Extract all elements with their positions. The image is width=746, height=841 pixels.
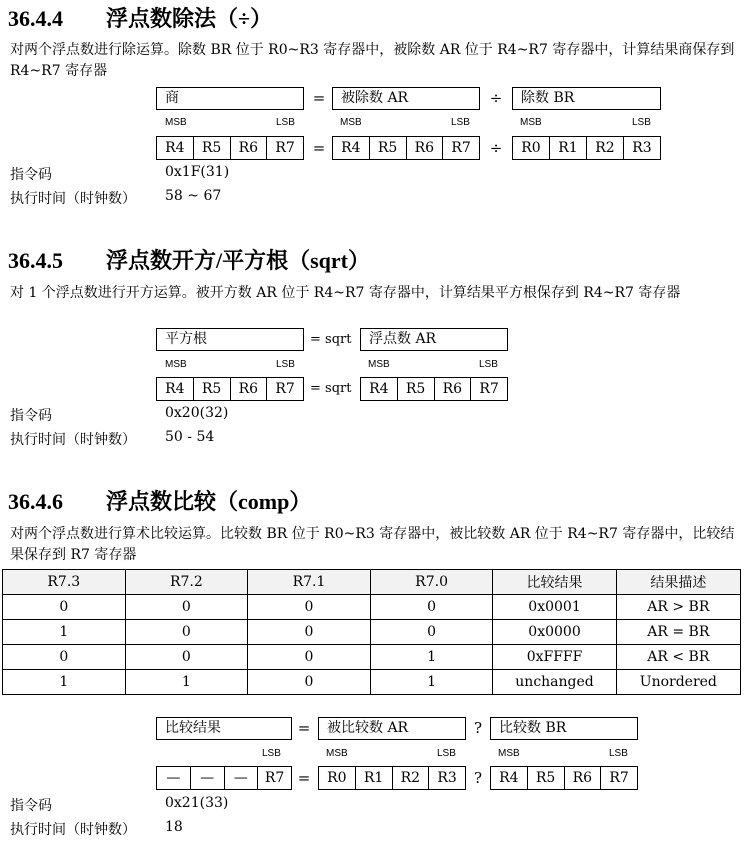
register-cell: R4 bbox=[491, 767, 528, 789]
opcode-row bbox=[10, 164, 230, 184]
table-cell: 0 bbox=[248, 595, 371, 620]
register-cell: — bbox=[157, 767, 191, 789]
lsb-label: LSB bbox=[609, 748, 628, 759]
lsb-label: LSB bbox=[632, 117, 651, 128]
register-cell: R3 bbox=[437, 770, 457, 786]
register-cell: R4 bbox=[157, 378, 194, 400]
exec-time-row bbox=[10, 188, 222, 208]
table-cell: AR < BR bbox=[616, 645, 740, 670]
table-cell: 0x0000 bbox=[493, 620, 616, 645]
operator-sign: ÷ bbox=[489, 89, 503, 107]
register-cell: R3 bbox=[632, 140, 652, 156]
register-cell: — bbox=[225, 767, 259, 789]
section-title: 浮点数开方/平方根（sqrt） bbox=[106, 248, 371, 273]
column-header: R7.3 bbox=[3, 570, 126, 595]
lsb-label: LSB bbox=[276, 117, 295, 128]
register-group-b bbox=[512, 136, 661, 160]
table-cell: 0 bbox=[3, 595, 126, 620]
column-header: R7.1 bbox=[248, 570, 371, 595]
msb-label: MSB bbox=[498, 748, 520, 759]
operand-a-box: 被除数 AR bbox=[332, 87, 480, 110]
table-cell: 1 bbox=[3, 620, 126, 645]
table-cell: 0x0001 bbox=[493, 595, 616, 620]
exec-time-value: 50 - 54 bbox=[165, 429, 215, 445]
msb-label: MSB bbox=[165, 359, 187, 370]
opcode-value: 0x20(32) bbox=[165, 405, 229, 421]
register-cell: — bbox=[191, 767, 225, 789]
operand-b-box: 比较数 BR bbox=[490, 717, 638, 740]
column-header: 比较结果 bbox=[493, 570, 616, 595]
register-cell: R5 bbox=[194, 137, 231, 159]
section-description: 对两个浮点数进行算术比较运算。比较数 BR 位于 R0~R3 寄存器中，被比较数 AR 位于 R4~R7 寄存器中，比较结果保存到 R7 寄存器 bbox=[10, 526, 735, 563]
table-row bbox=[3, 670, 741, 695]
section-heading-division bbox=[8, 2, 272, 33]
equals-sign: = bbox=[297, 769, 311, 787]
msb-label: MSB bbox=[340, 117, 362, 128]
register-cell: R4 bbox=[361, 378, 398, 400]
register-group-result bbox=[156, 136, 304, 160]
exec-time-value: 18 bbox=[165, 819, 183, 835]
exec-time-label: 执行时间（时钟数） bbox=[10, 191, 136, 207]
column-header: 结果描述 bbox=[616, 570, 740, 595]
register-cell: R6 bbox=[231, 137, 268, 159]
operand-a-box: 被比较数 AR bbox=[318, 717, 466, 740]
section-description: 对两个浮点数进行除运算。除数 BR 位于 R0~R3 寄存器中，被除数 AR 位于 R4~R7 寄存器中，计算结果商保存到 R4~R7 寄存器 bbox=[10, 42, 735, 79]
section-number: 36.4.6 bbox=[8, 489, 63, 514]
table-cell: 0 bbox=[370, 620, 493, 645]
register-cell: R7 bbox=[451, 140, 471, 156]
table-cell: 0 bbox=[248, 670, 371, 695]
register-cell: R7 bbox=[264, 770, 285, 786]
section-number: 36.4.4 bbox=[8, 6, 63, 31]
table-cell: AR = BR bbox=[616, 620, 740, 645]
operator-sign: ? bbox=[473, 769, 483, 787]
result-box: 商 bbox=[156, 87, 304, 110]
table-cell: unchanged bbox=[493, 670, 616, 695]
result-box: 比较结果 bbox=[156, 717, 292, 740]
exec-time-label: 执行时间（时钟数） bbox=[10, 432, 136, 448]
register-cell: R5 bbox=[528, 767, 565, 789]
opcode-label: 指令码 bbox=[10, 798, 52, 814]
table-cell: 0 bbox=[125, 620, 248, 645]
equals-sign: = bbox=[297, 719, 311, 737]
table-cell: 1 bbox=[125, 670, 248, 695]
table-row bbox=[3, 595, 741, 620]
operand-b-box: 除数 BR bbox=[512, 87, 661, 110]
msb-label: MSB bbox=[368, 359, 390, 370]
register-group-result bbox=[156, 766, 292, 790]
section-title: 浮点数比较（comp） bbox=[106, 489, 312, 514]
exec-time-value: 58 ~ 67 bbox=[165, 188, 222, 204]
equals-sign: = bbox=[312, 89, 326, 107]
msb-label: MSB bbox=[326, 748, 348, 759]
lsb-label: LSB bbox=[276, 359, 295, 370]
operand-a-box: 浮点数 AR bbox=[360, 328, 508, 351]
register-cell: R7 bbox=[479, 381, 499, 397]
register-cell: R7 bbox=[275, 140, 295, 156]
table-cell: AR > BR bbox=[616, 595, 740, 620]
opcode-value: 0x21(33) bbox=[165, 795, 229, 811]
exec-time-row bbox=[10, 819, 183, 839]
compare-result-table bbox=[2, 569, 741, 695]
exec-time-label: 执行时间（时钟数） bbox=[10, 822, 136, 838]
table-cell: 0 bbox=[248, 645, 371, 670]
section-heading-sqrt bbox=[8, 244, 370, 275]
register-cell: R1 bbox=[356, 767, 393, 789]
section-title: 浮点数除法（÷） bbox=[106, 6, 273, 31]
table-header-row bbox=[3, 570, 741, 595]
opcode-row bbox=[10, 405, 229, 425]
register-group-a bbox=[332, 136, 480, 160]
column-header: R7.2 bbox=[125, 570, 248, 595]
register-cell: R5 bbox=[398, 378, 435, 400]
register-cell: R2 bbox=[393, 767, 430, 789]
table-cell: 0 bbox=[3, 645, 126, 670]
section-description: 对 1 个浮点数进行开方运算。被开方数 AR 位于 R4~R7 寄存器中，计算结果平方根保存到 R4~R7 寄存器 bbox=[10, 285, 681, 301]
table-cell: 0 bbox=[125, 645, 248, 670]
opcode-label: 指令码 bbox=[10, 408, 52, 424]
lsb-label: LSB bbox=[437, 748, 456, 759]
register-cell: R0 bbox=[513, 137, 550, 159]
table-cell: 0 bbox=[370, 595, 493, 620]
register-cell: R6 bbox=[565, 767, 602, 789]
register-cell: R0 bbox=[319, 767, 356, 789]
register-cell: R6 bbox=[407, 137, 444, 159]
column-header: R7.0 bbox=[370, 570, 493, 595]
register-cell: R5 bbox=[370, 137, 407, 159]
msb-label: MSB bbox=[165, 117, 187, 128]
table-cell: 1 bbox=[370, 645, 493, 670]
opcode-row bbox=[10, 795, 229, 815]
table-cell: 0xFFFF bbox=[493, 645, 616, 670]
register-group-a bbox=[360, 377, 508, 401]
table-cell: 1 bbox=[370, 670, 493, 695]
register-cell: R7 bbox=[609, 770, 629, 786]
msb-label: MSB bbox=[520, 117, 542, 128]
result-box: 平方根 bbox=[156, 328, 304, 351]
exec-time-row bbox=[10, 429, 215, 449]
operator-sign: ? bbox=[473, 719, 483, 737]
table-row bbox=[3, 620, 741, 645]
register-cell: R4 bbox=[157, 137, 194, 159]
lsb-label: LSB bbox=[262, 748, 281, 759]
table-cell: 0 bbox=[248, 620, 371, 645]
table-cell: Unordered bbox=[616, 670, 740, 695]
lsb-label: LSB bbox=[451, 117, 470, 128]
opcode-value: 0x1F(31) bbox=[165, 164, 230, 180]
table-cell: 1 bbox=[3, 670, 126, 695]
table-row bbox=[3, 645, 741, 670]
operator-sign: = sqrt bbox=[310, 381, 352, 396]
register-cell: R5 bbox=[194, 378, 231, 400]
opcode-label: 指令码 bbox=[10, 167, 52, 183]
section-number: 36.4.5 bbox=[8, 248, 63, 273]
operator-sign: ÷ bbox=[489, 139, 503, 157]
register-cell: R7 bbox=[275, 381, 295, 397]
register-cell: R4 bbox=[333, 137, 370, 159]
operator-sign: = sqrt bbox=[310, 332, 352, 347]
register-group-result bbox=[156, 377, 304, 401]
table-cell: 0 bbox=[125, 595, 248, 620]
register-cell: R6 bbox=[231, 378, 268, 400]
register-cell: R2 bbox=[587, 137, 624, 159]
register-cell: R1 bbox=[550, 137, 587, 159]
register-group-a bbox=[318, 766, 466, 790]
register-group-b bbox=[490, 766, 638, 790]
lsb-label: LSB bbox=[479, 359, 498, 370]
equals-sign: = bbox=[312, 139, 326, 157]
register-cell: R6 bbox=[435, 378, 472, 400]
section-heading-compare bbox=[8, 485, 311, 516]
